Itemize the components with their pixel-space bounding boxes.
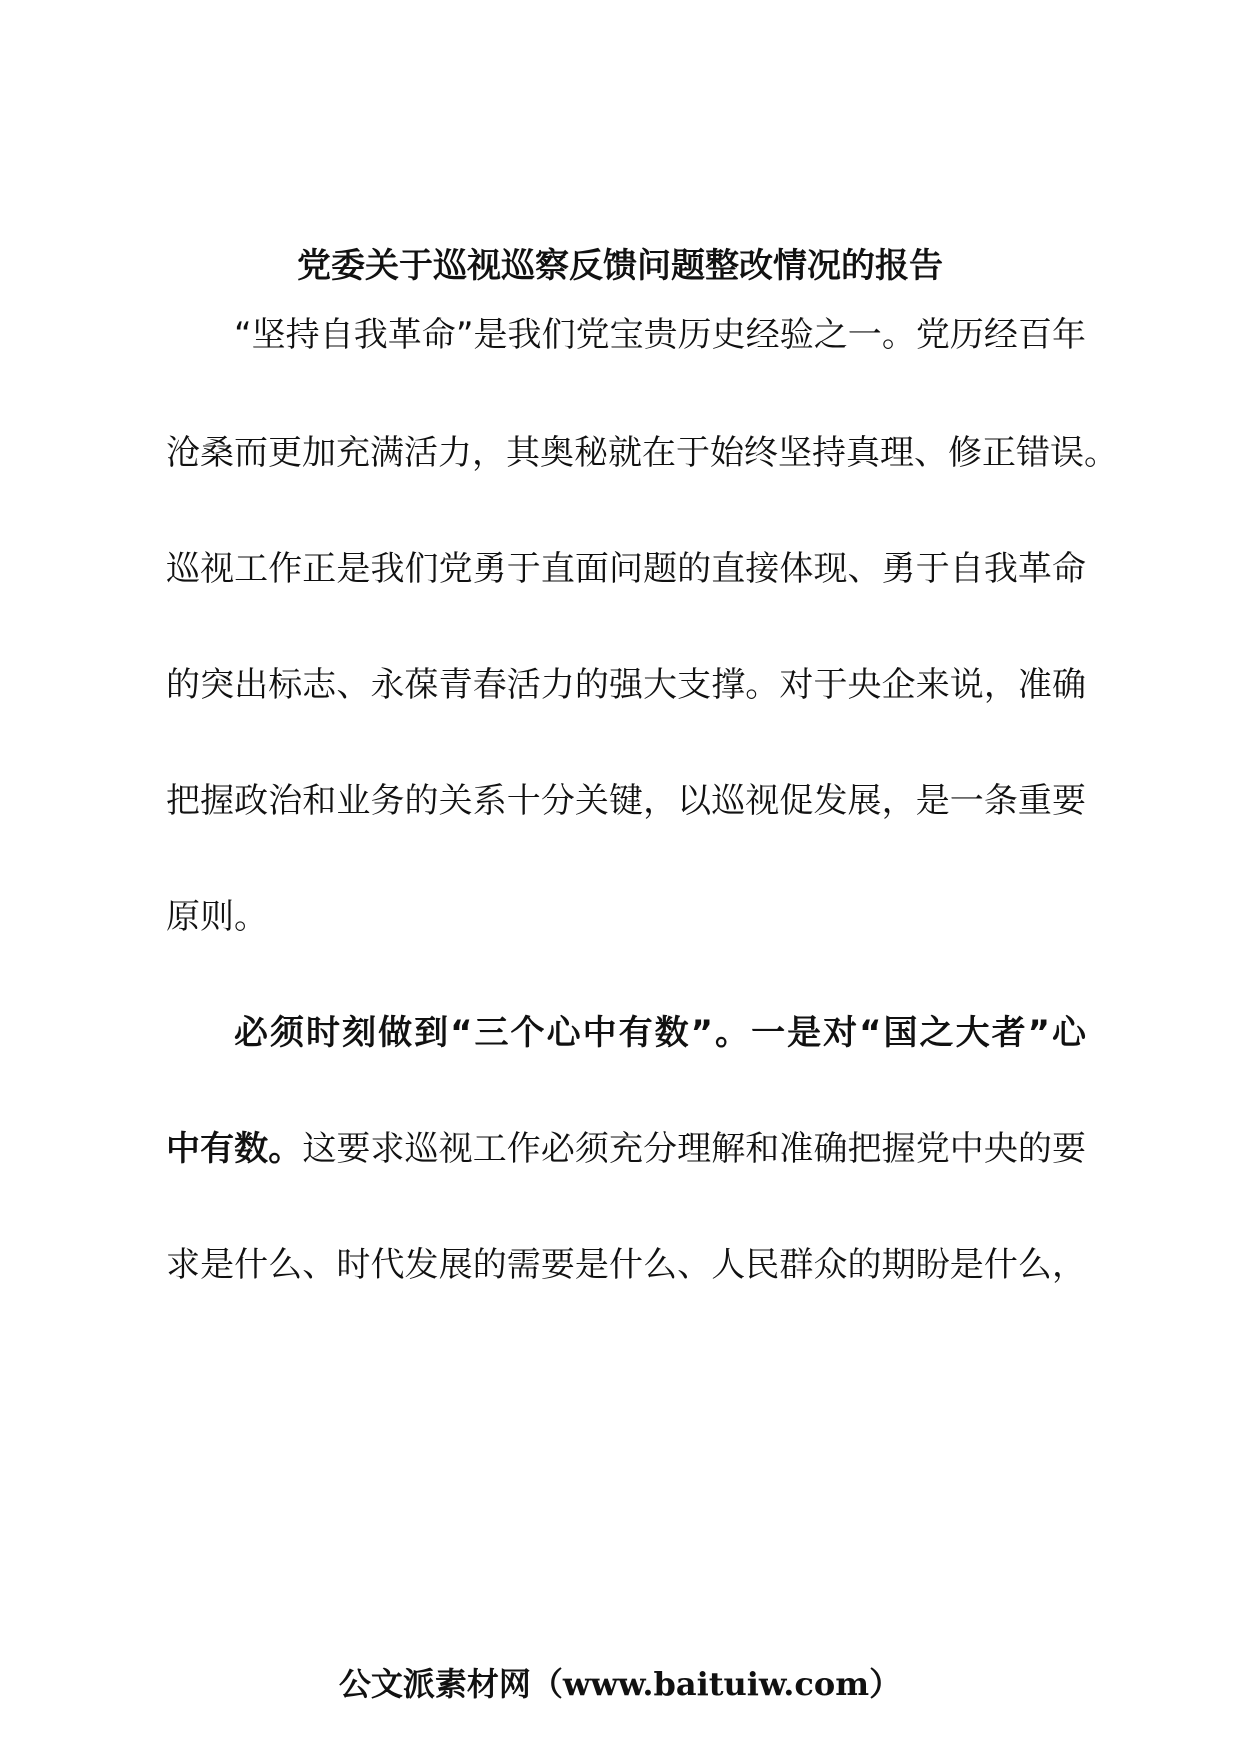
document-title: 党委关于巡视巡察反馈问题整改情况的报告 (297, 246, 943, 286)
paragraph-1-line-4: 的突出标志、永葆青春活力的强大支撑。对于央企来说，准确 (166, 665, 1086, 705)
paragraph-1-line-6: 原则。 (166, 897, 268, 937)
paragraph-2-line-2 (166, 1124, 1086, 1174)
paragraph-2-bold-lead: 中有数。 (166, 1129, 303, 1169)
paragraph-2-line-2-text: 这要求巡视工作必须充分理解和准确把握党中央的要 (302, 1129, 1087, 1169)
paragraph-1-line-2: 沧桑而更加充满活力，其奥秘就在于始终坚持真理、修正错误。 (166, 433, 1118, 473)
paragraph-1-line-1: “坚持自我革命”是我们党宝贵历史经验之一。党历经百年 (234, 315, 1086, 355)
footer-watermark: 公文派素材网（www.baituiw.com） (338, 1665, 902, 1703)
paragraph-2-line-3: 求是什么、时代发展的需要是什么、人民群众的期盼是什么， (166, 1245, 1086, 1285)
paragraph-1-line-3: 巡视工作正是我们党勇于直面问题的直接体现、勇于自我革命 (166, 549, 1086, 589)
paragraph-1-line-5: 把握政治和业务的关系十分关键，以巡视促发展，是一条重要 (166, 781, 1086, 821)
paragraph-2-line-1: 必须时刻做到“三个心中有数”。一是对“国之大者”心 (234, 1013, 1086, 1053)
